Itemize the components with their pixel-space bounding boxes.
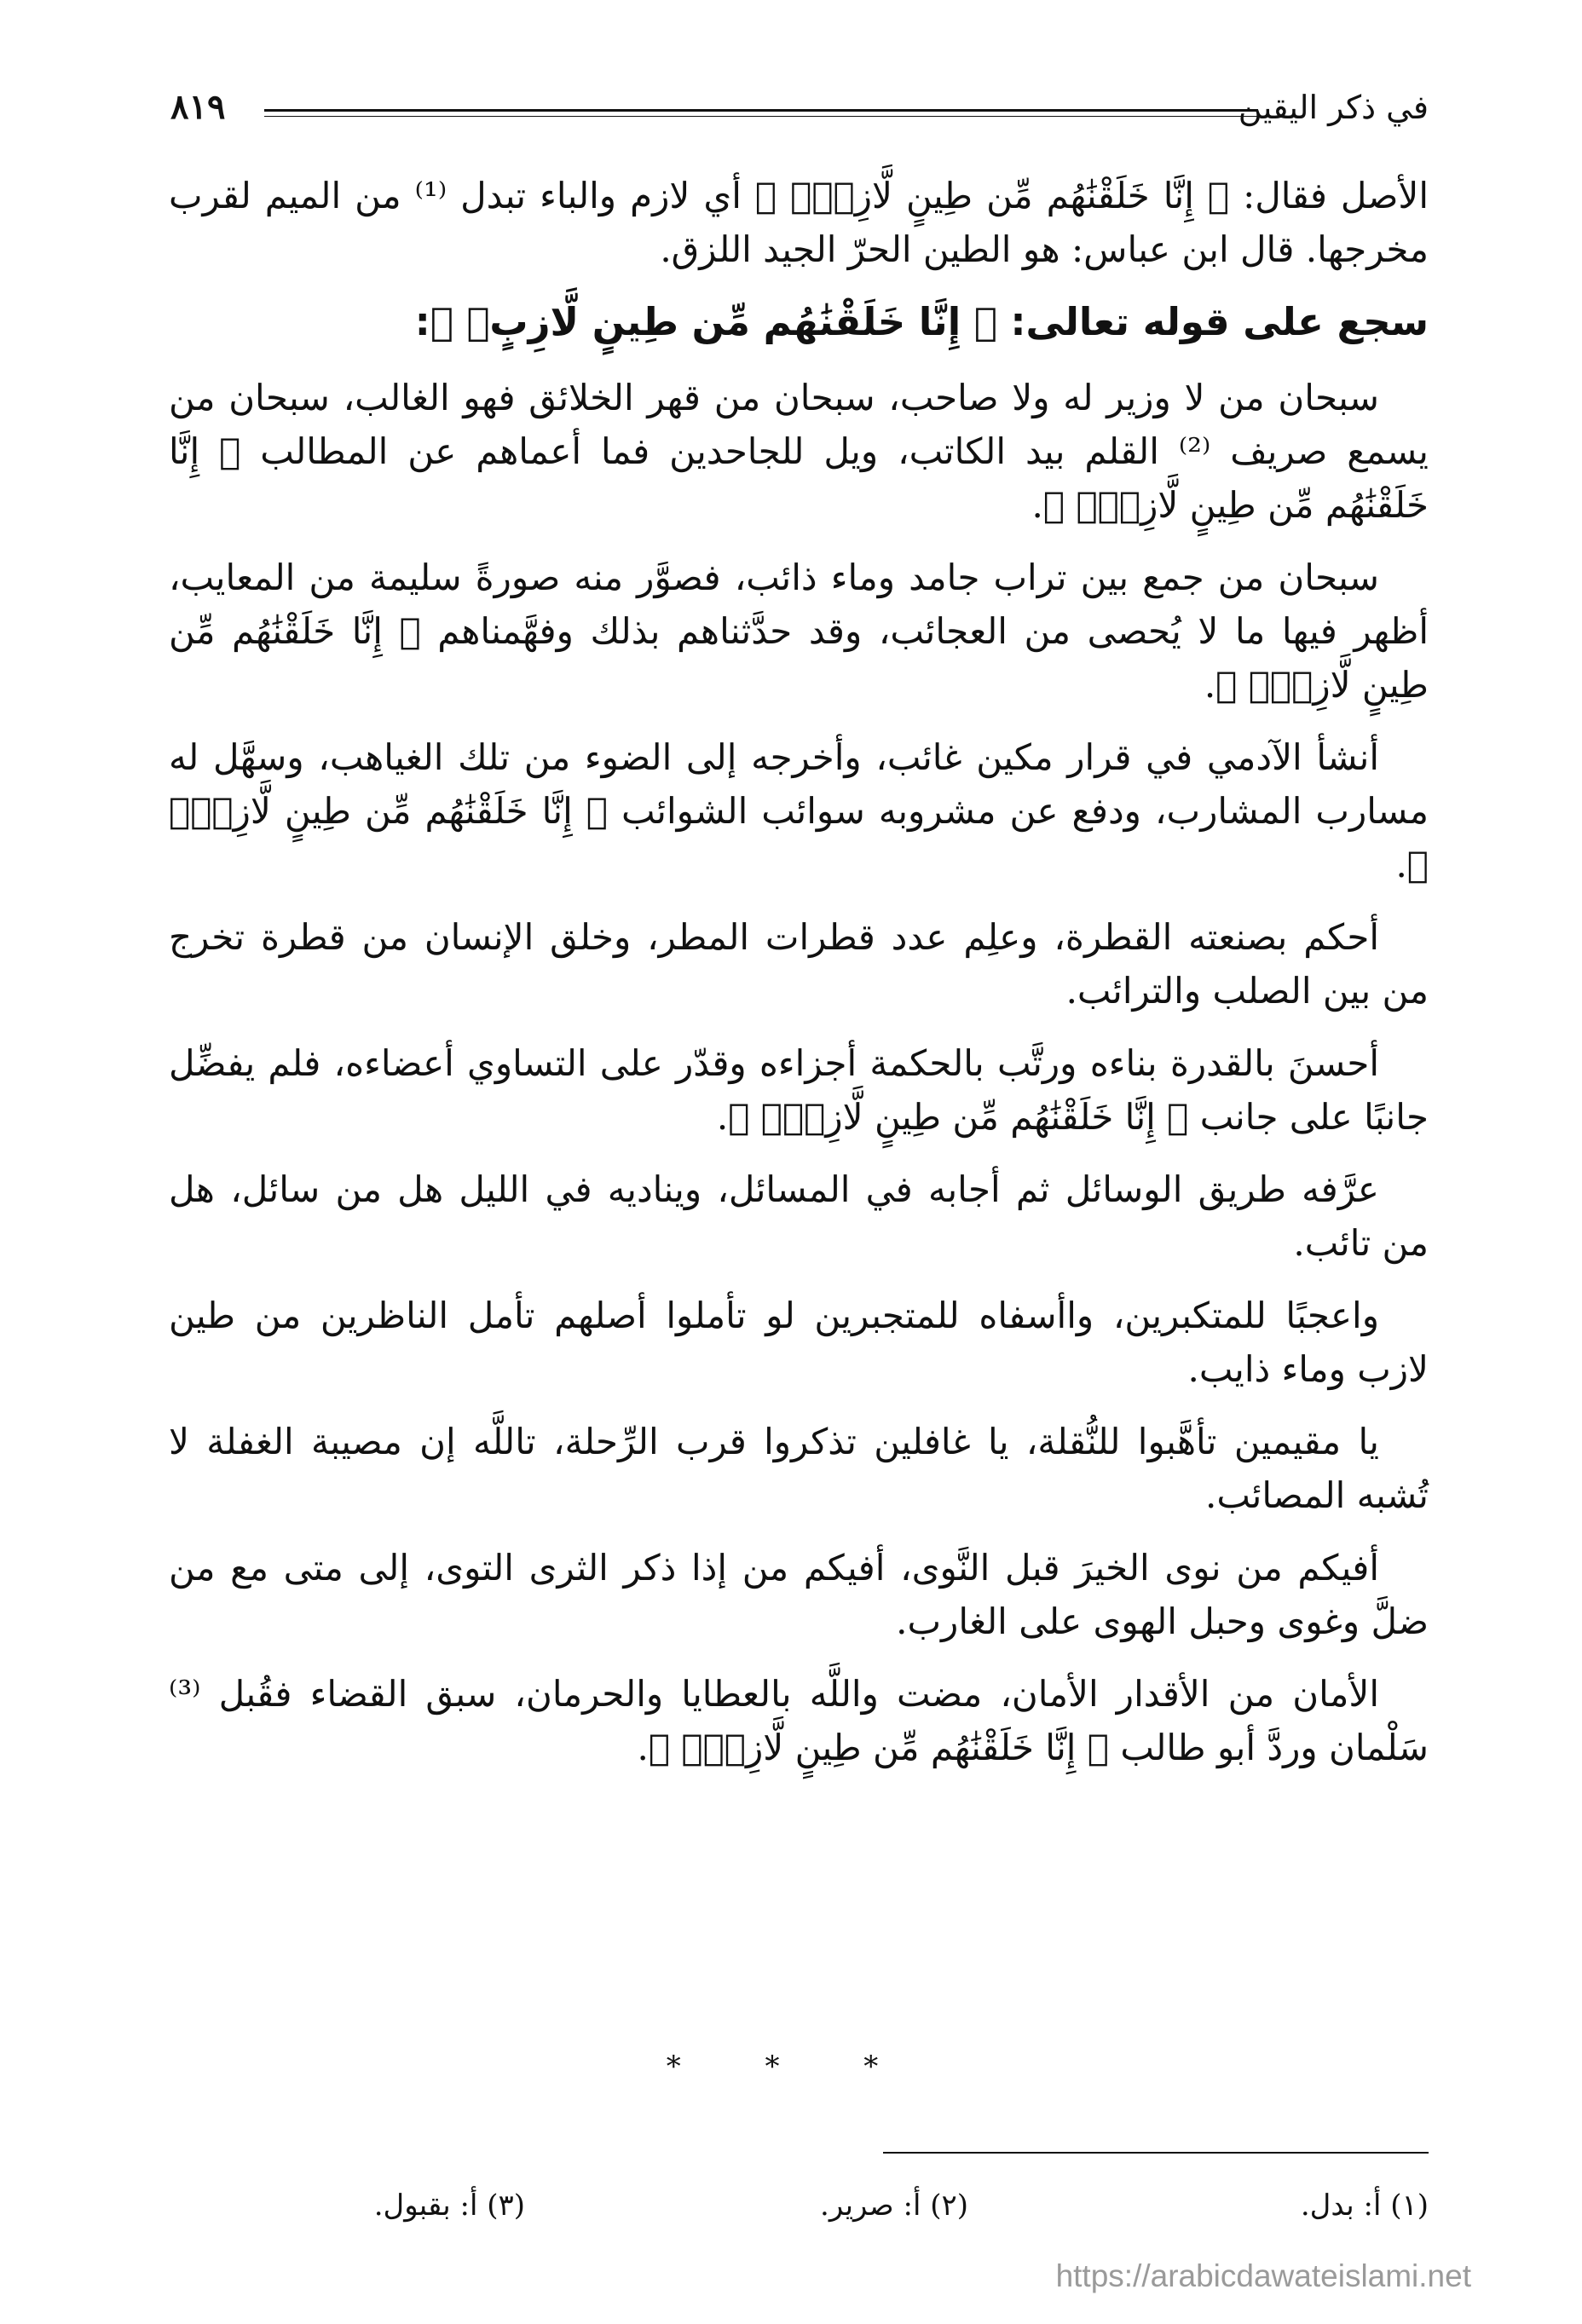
paragraph-10: أفيكم من نوى الخيرَ قبل النَّوى، أفيكم من إذا ذكر الثرى التوى، إلى متى مع من ضلَّ وغوى وحبل الهوى على الغارب. bbox=[169, 1547, 1429, 1642]
paragraph-9: يا مقيمين تأهَّبوا للنُّقلة، يا غافلين تذكروا قرب الرِّحلة، تاللَّه إن مصيبة الغفلة لا تُشبه المصائب. bbox=[169, 1421, 1429, 1516]
header-rule bbox=[264, 109, 1258, 117]
footnote-2: (٢) أ: صرير. bbox=[820, 2188, 968, 2223]
footnote-rule bbox=[883, 2152, 1429, 2154]
paragraph-4: أنشأ الآدمي في قرار مكين غائب، وأخرجه إلى الضوء من تلك الغياهب، وسهَّل له مسارب المشارب، ودفع عن مشروبه سوائب الشوائب ﴿ إِنَّا خَلَقْنَٰهُم مِّن طِينٍ لَّازِبٍۭ ﴾. bbox=[169, 736, 1429, 885]
chapter-title: في ذكر اليقين bbox=[1238, 89, 1429, 126]
footnote-1: (١) أ: بدل. bbox=[1300, 2188, 1429, 2223]
main-text bbox=[169, 169, 1429, 1793]
paragraph-6: أحسنَ بالقدرة بناءه ورتَّب بالحكمة أجزاءه وقدّر على التساوي أعضاءه، فلم يفضِّل جانبًا على جانب ﴿ إِنَّا خَلَقْنَٰهُم مِّن طِينٍ لَّازِبٍۭ ﴾. bbox=[169, 1042, 1429, 1138]
paragraph-8: واعجبًا للمتكبرين، واأسفاه للمتجبرين لو تأملوا أصلهم تأمل الناظرين من طين لازب وماء ذايب. bbox=[169, 1295, 1429, 1390]
paragraph-1: الأصل فقال: ﴿ إِنَّا خَلَقْنَٰهُم مِّن طِينٍ لَّازِبٍۭ ﴾ أي لازم والباء تبدل ⁽¹⁾ من الميم لقرب مخرجها. قال ابن عباس: هو الطين الحرّ الجيد اللزق. bbox=[169, 175, 1429, 270]
paragraph-11: الأمان من الأقدار الأمان، مضت واللَّه بالعطايا والحرمان، سبق القضاء فقُبل ⁽³⁾ سَلْمان وردَّ أبو طالب ﴿ إِنَّا خَلَقْنَٰهُم مِّن طِينٍ لَّازِبٍۭ ﴾. bbox=[169, 1673, 1429, 1768]
page-number: ٨١٩ bbox=[170, 87, 226, 127]
footnotes bbox=[324, 2188, 1429, 2231]
running-header bbox=[170, 85, 1429, 136]
section-separator: * * * bbox=[666, 2050, 916, 2084]
section-heading: سجع على قوله تعالى: ﴿ إِنَّا خَلَقْنَٰهُم مِّن طِينٍ لَّازِبٍۭ ﴾: bbox=[414, 299, 1429, 344]
paragraph-2: سبحان من لا وزير له ولا صاحب، سبحان من قهر الخلائق فهو الغالب، سبحان من يسمع صريف ⁽²⁾ القلم بيد الكاتب، ويل للجاحدين فما أعماهم عن المطالب ﴿ إِنَّا خَلَقْنَٰهُم مِّن طِينٍ لَّازِبٍۭ ﴾. bbox=[169, 377, 1429, 526]
paragraph-7: عرَّفه طريق الوسائل ثم أجابه في المسائل، ويناديه في الليل هل من سائل، هل من تائب. bbox=[169, 1168, 1429, 1264]
paragraph-5: أحكم بصنعته القطرة، وعلِم عدد قطرات المطر، وخلق الإنسان من قطرة تخرج من بين الصلب والترائب. bbox=[169, 916, 1429, 1012]
watermark-url: https://arabicdawateislami.net bbox=[1055, 2258, 1471, 2293]
paragraph-3: سبحان من جمع بين تراب جامد وماء ذائب، فصوَّر منه صورةً سليمة من المعايب، أظهر فيها ما لا يُحصى من العجائب، وقد حدَّثناهم بذلك وفهَّمناهم ﴿ إِنَّا خَلَقْنَٰهُم مِّن طِينٍ لَّازِبٍۭ ﴾. bbox=[169, 556, 1429, 706]
footnote-3: (٣) أ: بقبول. bbox=[373, 2188, 525, 2223]
